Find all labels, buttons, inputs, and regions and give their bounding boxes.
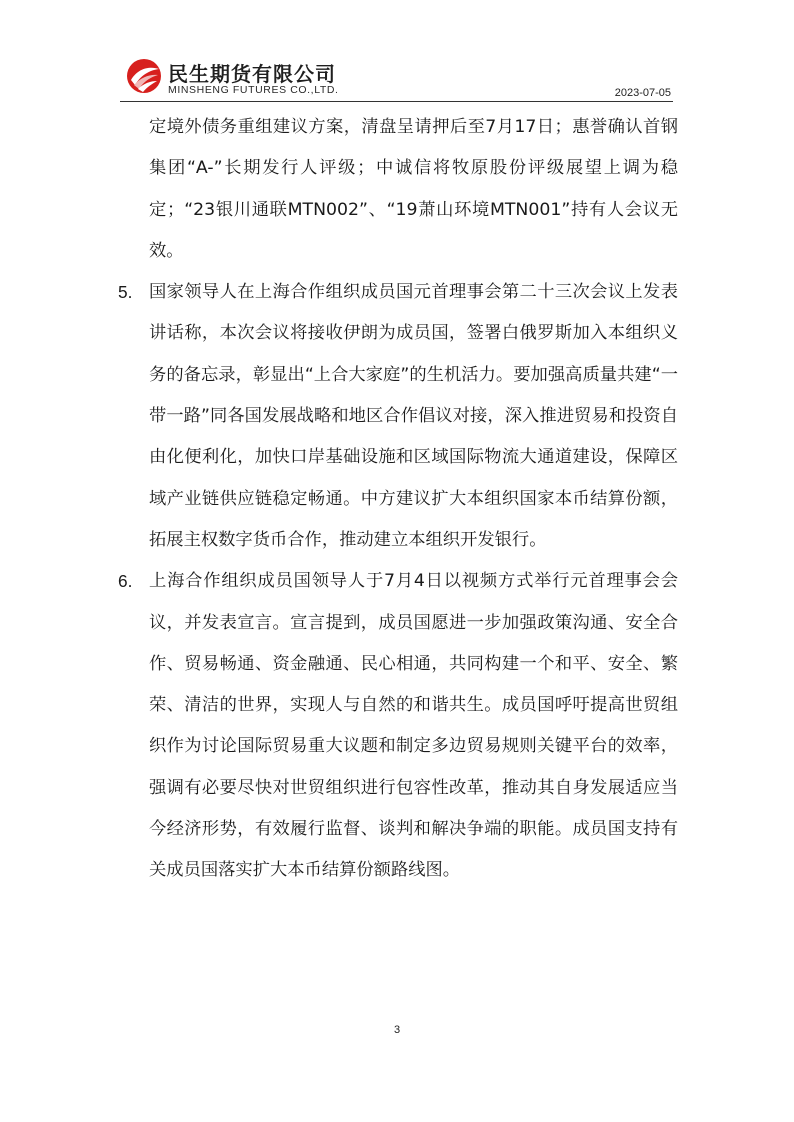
company-name-cn: 民生期货有限公司 bbox=[168, 62, 336, 86]
item-number: 5. bbox=[118, 282, 133, 303]
header-divider bbox=[120, 101, 673, 102]
report-body bbox=[118, 107, 678, 892]
continuation-paragraph: 定境外债务重组建议方案，清盘呈请押后至7月17日；惠誉确认首钢集团“A-”长期发行人评级；中诚信将牧原股份评级展望上调为稳定；“23银川通联MTN002”、“19萧山环境MTN001”持有人会议无效。 bbox=[149, 117, 678, 261]
item-text: 国家领导人在上海合作组织成员国元首理事会第二十三次会议上发表讲话称，本次会议将接收伊朗为成员国，签署白俄罗斯加入本组织义务的备忘录，彰显出“上合大家庭”的生机活力。要加强高质量共建“一带一路”同各国发展战略和地区合作倡议对接，深入推进贸易和投资自由化便利化，加快口岸基础设施和区域国际物流大通道建设，保障区域产业链供应链稳定畅通。中方建议扩大本组织国家本币结算份额，拓展主权数字货币合作，推动建立本组织开发银行。 bbox=[149, 282, 678, 550]
report-date: 2023-07-05 bbox=[614, 87, 671, 99]
list-item-6 bbox=[118, 561, 678, 891]
list-item-5 bbox=[118, 272, 678, 561]
company-name-en: MINSHENG FUTURES CO.,LTD. bbox=[168, 84, 339, 96]
page-number: 3 bbox=[393, 1024, 401, 1036]
item-number: 6. bbox=[118, 571, 133, 592]
minsheng-logo-icon bbox=[126, 58, 162, 94]
item-text: 上海合作组织成员国领导人于7月4日以视频方式举行元首理事会会议，并发表宣言。宣言提到，成员国愿进一步加强政策沟通、安全合作、贸易畅通、资金融通、民心相通，共同构建一个和平、安全、繁荣、清洁的世界，实现人与自然的和谐共生。成员国呼吁提高世贸组织作为讨论国际贸易重大议题和制定多边贸易规则关键平台的效率，强调有必要尽快对世贸组织进行包容性改革，推动其自身发展适应当今经济形势，有效履行监督、谈判和解决争端的职能。成员国支持有关成员国落实扩大本币结算份额路线图。 bbox=[149, 571, 678, 881]
page-header bbox=[120, 56, 673, 102]
